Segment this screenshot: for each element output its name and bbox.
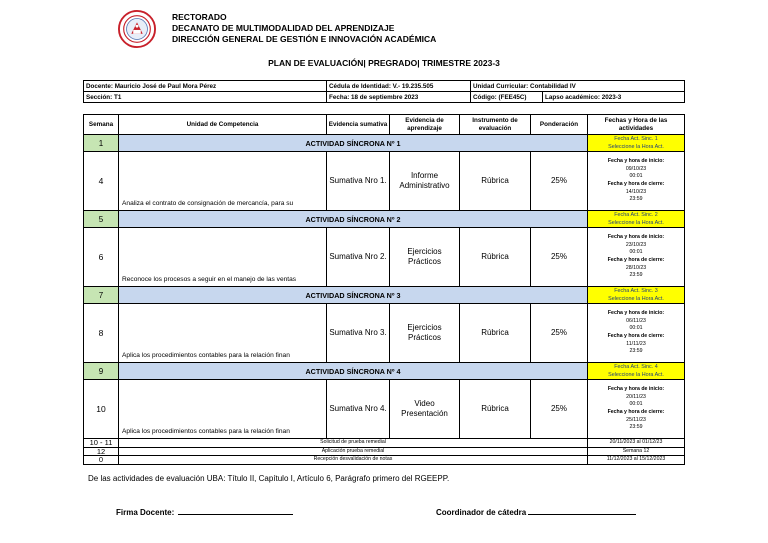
ponderacion: 25% (531, 152, 588, 211)
remedial-date: 20/11/2023 al 01/12/23 (588, 439, 685, 448)
remedial-row-2 (84, 447, 685, 456)
instrumento: Rúbrica (460, 228, 531, 287)
info-table (83, 80, 685, 103)
evaluation-row-2 (84, 228, 685, 287)
inicio-hora: 00:01 (629, 173, 643, 180)
ponderacion: 25% (531, 228, 588, 287)
activity-week: 7 (84, 287, 119, 304)
plan-title: PLAN DE EVALUACIÓN| PREGRADO| TRIMESTRE 2023-3 (268, 58, 500, 68)
coordinador-catedra (436, 508, 636, 517)
remedial-description: Aplicación prueba remedial (119, 447, 588, 456)
ponderacion: 25% (531, 304, 588, 363)
activity-row-4 (84, 363, 685, 380)
evidencia-aprendizaje: Ejercicios Prácticos (390, 304, 460, 363)
remedial-week: 12 (84, 447, 119, 456)
activity-date-label: Fecha Act. Sinc. 3 (614, 288, 658, 294)
activity-date-select[interactable] (588, 211, 685, 228)
evaluation-table (83, 114, 685, 465)
activity-row-2 (84, 211, 685, 228)
evidencia-sumativa: Sumativa Nro 4. (327, 380, 390, 439)
activity-date-label: Fecha Act. Sinc. 2 (614, 212, 658, 218)
info-lapso: Lapso académico: 2023-3 (543, 92, 685, 103)
cierre-hora: 23:59 (629, 424, 643, 431)
cierre-fecha: 14/10/23 (625, 188, 647, 195)
activity-time-label: Seleccione la Hora Act. (608, 296, 664, 302)
header-semana: Semana (84, 115, 119, 135)
remedial-description: Recepción desvalidación de notas (119, 456, 588, 465)
inicio-fecha: 09/10/23 (625, 165, 647, 172)
inicio-hora: 00:01 (629, 401, 643, 408)
activity-week: 5 (84, 211, 119, 228)
cierre-fecha: 11/11/23 (626, 340, 646, 347)
cierre-hora: 23:59 (629, 272, 643, 279)
inicio-fecha: 23/10/23 (625, 241, 647, 248)
remedial-date: Semana 12 (588, 447, 685, 456)
evidencia-aprendizaje: Video Presentación (390, 380, 460, 439)
inicio-fecha: 06/11/23 (626, 317, 646, 324)
fechas-actividad (588, 228, 685, 287)
info-row-1 (84, 81, 685, 92)
ponderacion: 25% (531, 380, 588, 439)
activity-row-3 (84, 287, 685, 304)
inicio-label: Fecha y hora de inicio: (607, 386, 665, 393)
remedial-date: 11/12/2023 al 15/12/2023 (588, 456, 685, 465)
firma-docente-line (178, 508, 293, 515)
header-decanato: DECANATO DE MULTIMODALIDAD DEL APRENDIZAJE (172, 23, 395, 33)
cierre-fecha: 25/11/23 (626, 416, 646, 423)
coordinador-line (528, 508, 636, 515)
evidencia-sumativa: Sumativa Nro 2. (327, 228, 390, 287)
remedial-week: 0 (84, 456, 119, 465)
evaluation-row-1 (84, 152, 685, 211)
evaluation-week: 4 (84, 152, 119, 211)
evidencia-sumativa: Sumativa Nro 3. (327, 304, 390, 363)
activity-time-label: Seleccione la Hora Act. (608, 372, 664, 378)
evaluation-week: 10 (84, 380, 119, 439)
activity-title: ACTIVIDAD SÍNCRONA Nº 3 (119, 287, 588, 304)
competencia-text: Analiza el contrato de consignación de mercancía, para su (119, 152, 327, 211)
inicio-fecha: 20/11/23 (626, 393, 646, 400)
inicio-label: Fecha y hora de inicio: (607, 234, 665, 241)
activity-row-1 (84, 135, 685, 152)
inicio-hora: 00:01 (629, 249, 643, 256)
remedial-description: Solicitud de prueba remedial (119, 439, 588, 448)
university-seal-icon (118, 10, 156, 48)
firma-docente (116, 508, 293, 517)
evaluation-row-4 (84, 380, 685, 439)
info-cedula: Cédula de Identidad: V.- 19.235.505 (327, 81, 471, 92)
evidencia-aprendizaje: Informe Administrativo (390, 152, 460, 211)
remedial-row-1 (84, 439, 685, 448)
header-fechas: Fechas y Hora de las actividades (588, 115, 685, 135)
inicio-hora: 00:01 (629, 325, 643, 332)
fechas-actividad (588, 380, 685, 439)
evidencia-sumativa: Sumativa Nro 1. (327, 152, 390, 211)
evaluation-week: 8 (84, 304, 119, 363)
document-header (118, 6, 518, 50)
instrumento: Rúbrica (460, 304, 531, 363)
header-evidencia-aprendizaje: Evidencia de aprendizaje (390, 115, 460, 135)
header-rectorado: RECTORADO (172, 12, 227, 22)
cierre-label: Fecha y hora de cierre: (607, 181, 665, 187)
info-seccion: Sección: T1 (84, 92, 327, 103)
header-ponderacion: Ponderación (531, 115, 588, 135)
competencia-text: Reconoce los procesos a seguir en el manejo de las ventas (119, 228, 327, 287)
cierre-label: Fecha y hora de cierre: (607, 409, 665, 415)
competencia-text: Aplica los procedimientos contables para la relación finan (119, 380, 327, 439)
info-row-2 (84, 92, 685, 103)
activity-time-label: Seleccione la Hora Act. (608, 220, 664, 226)
info-fecha: Fecha: 18 de septiembre 2023 (327, 92, 471, 103)
coordinador-label: Coordinador de cátedra (436, 508, 527, 517)
cierre-fecha: 28/10/23 (625, 264, 647, 271)
activity-week: 9 (84, 363, 119, 380)
competencia-text: Aplica los procedimientos contables para la relación finan (119, 304, 327, 363)
fechas-actividad (588, 304, 685, 363)
info-unidad-curricular: Unidad Curricular: Contabilidad IV (471, 81, 685, 92)
header-unidad-competencia: Unidad de Competencia (119, 115, 327, 135)
activity-date-label: Fecha Act. Sinc. 4 (614, 364, 658, 370)
info-codigo: Código: (FEE45C) (471, 92, 543, 103)
activity-time-label: Seleccione la Hora Act. (608, 144, 664, 150)
activity-title: ACTIVIDAD SÍNCRONA Nº 4 (119, 363, 588, 380)
activity-date-select[interactable] (588, 287, 685, 304)
instrumento: Rúbrica (460, 152, 531, 211)
cierre-label: Fecha y hora de cierre: (607, 257, 665, 263)
header-text (172, 12, 436, 45)
activity-date-select[interactable] (588, 363, 685, 380)
activity-title: ACTIVIDAD SÍNCRONA Nº 1 (119, 135, 588, 152)
info-docente: Docente: Mauricio José de Paul Mora Pérez (84, 81, 327, 92)
cierre-label: Fecha y hora de cierre: (607, 333, 665, 339)
regulation-footnote: De las actividades de evaluación UBA: Título II, Capítulo I, Artículo 6, Parágrafo primero del RGEEPP. (88, 474, 450, 483)
inicio-label: Fecha y hora de inicio: (607, 158, 665, 165)
header-evidencia-sumativa: Evidencia sumativa (327, 115, 390, 135)
cierre-hora: 23:59 (629, 196, 643, 203)
activity-date-label: Fecha Act. Sinc. 1 (614, 136, 658, 142)
header-instrumento: Instrumento de evaluación (460, 115, 531, 135)
firma-docente-label: Firma Docente: (116, 508, 175, 517)
remedial-week: 10 - 11 (84, 439, 119, 448)
activity-week: 1 (84, 135, 119, 152)
inicio-label: Fecha y hora de inicio: (607, 310, 665, 317)
activity-date-select[interactable] (588, 135, 685, 152)
cierre-hora: 23:59 (629, 348, 643, 355)
header-direccion: DIRECCIÓN GENERAL DE GESTIÓN E INNOVACIÓN ACADÉMICA (172, 34, 437, 44)
evaluation-week: 6 (84, 228, 119, 287)
evidencia-aprendizaje: Ejercicios Prácticos (390, 228, 460, 287)
remedial-row-3 (84, 456, 685, 465)
fechas-actividad (588, 152, 685, 211)
instrumento: Rúbrica (460, 380, 531, 439)
activity-title: ACTIVIDAD SÍNCRONA Nº 2 (119, 211, 588, 228)
table-header-row (84, 115, 685, 135)
evaluation-row-3 (84, 304, 685, 363)
